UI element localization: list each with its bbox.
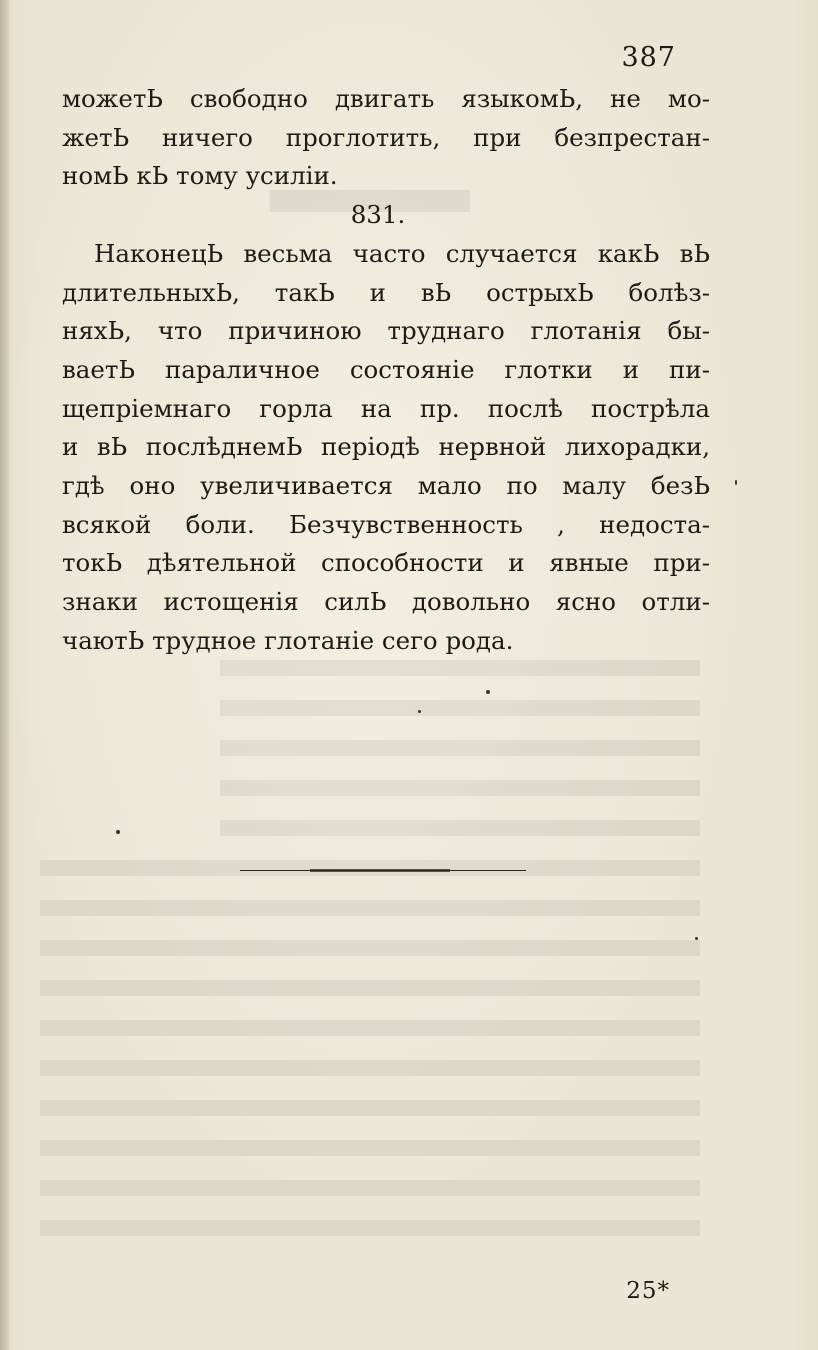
ink-speck	[735, 480, 737, 485]
text-line: всякой боли. Безчувственность , недоста-	[62, 509, 710, 539]
signature-mark: 25*	[626, 1278, 670, 1304]
section-number: 831.	[350, 200, 406, 230]
text-line: ваетЬ параличное состояніе глотки и пи-	[62, 354, 710, 384]
text-line: можетЬ свободно двигать языкомЬ, не мо-	[62, 84, 710, 113]
text-line: токЬ дѣятельной способности и явные при-	[62, 548, 710, 578]
text-line: номЬ кЬ тому усилiи.	[62, 161, 338, 191]
body-text	[62, 80, 710, 661]
text-line: няхЬ, что причиною труднаго глотанія бы-	[62, 316, 710, 346]
text-line: гдѣ оно увеличивается мало по малу безЬ	[62, 471, 710, 501]
text-line: знаки истощенія силЬ довольно ясно отли-	[62, 587, 710, 617]
text-line: жетЬ ничего проглотить, при безпрестан-	[62, 122, 710, 152]
ink-speck	[486, 690, 490, 694]
text-line: НаконецЬ весьма часто случается какЬ вЬ	[94, 238, 710, 268]
text-line: и вЬ послѣднемЬ періодѣ нервной лихорадки,	[62, 432, 710, 462]
ink-speck	[116, 830, 120, 834]
ink-speck	[418, 710, 421, 713]
section-end-rule	[240, 869, 526, 872]
page-binding-edge	[0, 0, 9, 1350]
text-line: щепріемнаго горла на пр. послѣ пострѣла	[62, 393, 710, 423]
text-line: чаютЬ трудное глотаніе сего рода.	[62, 625, 514, 655]
text-line: длительныхЬ, такЬ и вЬ острыхЬ болѣз-	[62, 277, 710, 307]
page-number: 387	[621, 42, 676, 73]
ink-speck	[695, 937, 698, 940]
